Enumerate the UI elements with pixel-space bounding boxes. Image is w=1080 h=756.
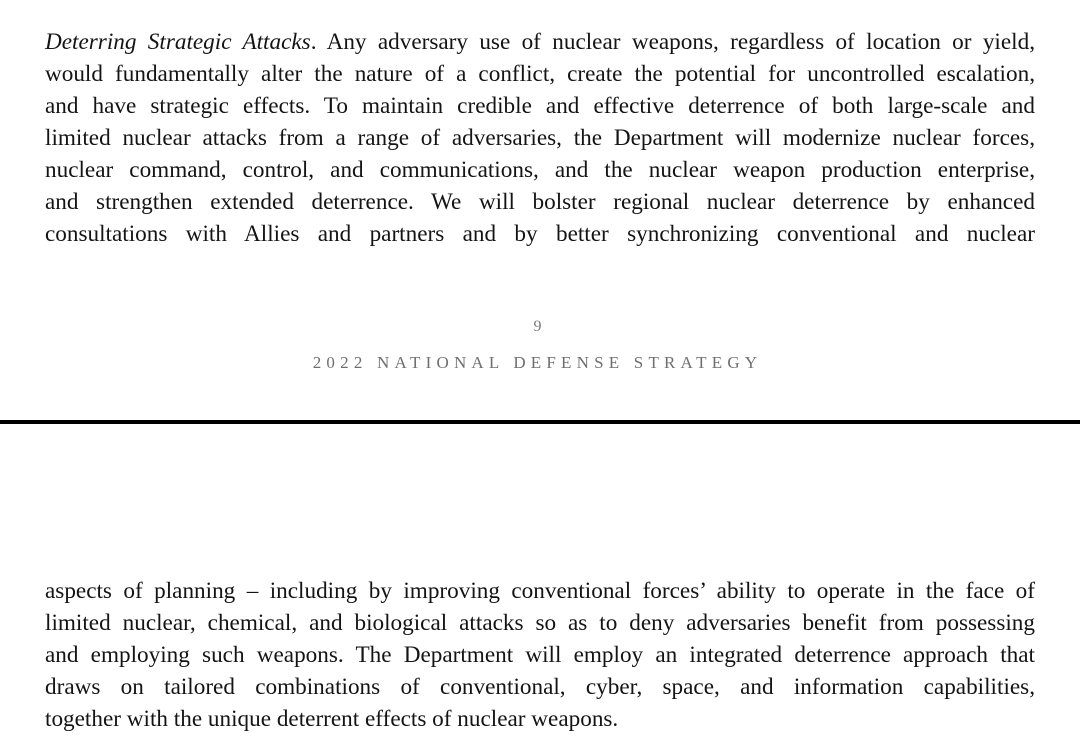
running-footer: 2022 NATIONAL DEFENSE STRATEGY [312,353,763,372]
page-separator [0,420,1080,424]
document-page-10 [0,425,1080,756]
paragraph-line: and have strategic effects. To maintain credible and effective deterrence of both large-scale and [45,93,1035,119]
paragraph-line: together with the unique deterrent effects of nuclear weapons. [45,706,619,732]
paragraph-lead-heading: Deterring Strategic Attacks [45,29,311,55]
paragraph-line: and employing such weapons. The Department will employ an integrated deterrence approach that [45,642,1035,668]
paragraph-line-text: . Any adversary use of nuclear weapons, regardless of location or yield, [310,29,1035,55]
paragraph-line: draws on tailored combinations of conventional, cyber, space, and information capabilities, [45,674,1035,700]
paragraph-line: and strengthen extended deterrence. We will bolster regional nuclear deterrence by enhanced [45,189,1035,215]
paragraph-line: limited nuclear, chemical, and biological attacks so as to deny adversaries benefit from possessing [45,610,1035,636]
body-paragraph-deterring-strategic-attacks [45,26,1035,250]
paragraph-line: consultations with Allies and partners and by better synchronizing conventional and nuclear [45,221,1035,247]
page-number: 9 [533,318,542,335]
paragraph-line [45,26,1035,58]
paragraph-line: aspects of planning – including by improving conventional forces’ ability to operate in the face of [45,578,1035,604]
paragraph-line: would fundamentally alter the nature of a conflict, create the potential for uncontrolled escalation, [45,61,1035,87]
paragraph-line: limited nuclear attacks from a range of adversaries, the Department will modernize nuclear forces, [45,125,1035,151]
paragraph-line: nuclear command, control, and communications, and the nuclear weapon production enterprise, [45,157,1035,183]
body-paragraph-continuation [45,575,1035,735]
